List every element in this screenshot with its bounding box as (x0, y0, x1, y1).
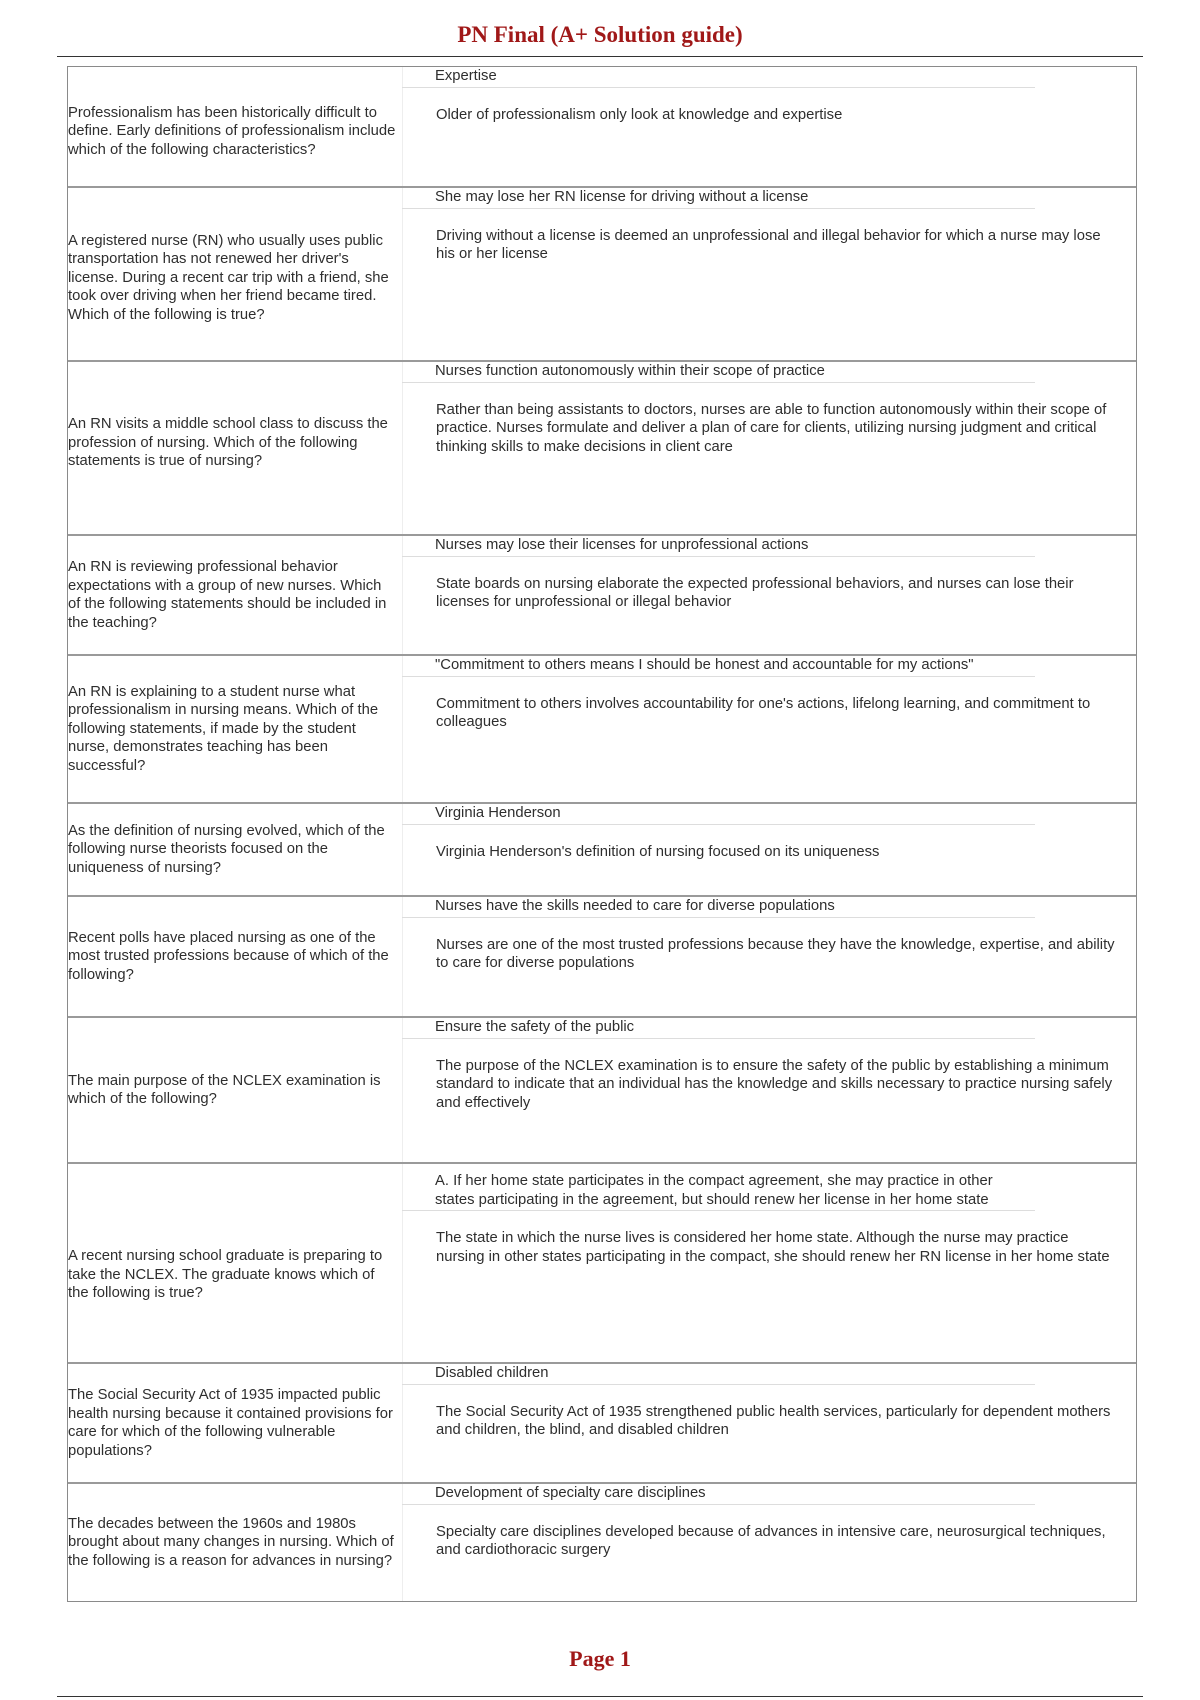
page-number: Page 1 (569, 1646, 631, 1671)
explanation-text: Older of professionalism only look at knowledge and expertise (436, 106, 843, 123)
answer-cell (403, 1164, 1136, 1362)
answer-cell (403, 804, 1136, 895)
answer-text: Nurses may lose their licenses for unprofessional actions (402, 536, 1035, 557)
table-row (68, 1482, 1136, 1601)
explanation-text: Commitment to others involves accountability for one's actions, lifelong learning, and commitment to colleagues (436, 695, 1091, 730)
table-row (68, 802, 1136, 895)
question-cell (68, 67, 403, 186)
answer-cell (403, 188, 1136, 360)
answer-text: Virginia Henderson (402, 804, 1035, 825)
explanation-text: Nurses are one of the most trusted professions because they have the knowledge, expertise, and ability to care for diverse populations (436, 936, 1115, 971)
answer-text: Nurses have the skills needed to care for diverse populations (402, 897, 1035, 918)
question-cell (68, 656, 403, 802)
question-text: The decades between the 1960s and 1980s brought about many changes in nursing. Which of the following is a reason for advances in nursing? (68, 1515, 394, 1569)
table-row (68, 67, 1136, 186)
question-text: A recent nursing school graduate is preparing to take the NCLEX. The graduate knows which of the following is true? (68, 1248, 383, 1302)
question-cell (68, 362, 403, 534)
table-row (68, 1162, 1136, 1362)
qa-table (67, 66, 1137, 1602)
answer-cell (403, 1018, 1136, 1162)
question-cell (68, 188, 403, 360)
question-cell (68, 1018, 403, 1162)
question-text: Professionalism has been historically difficult to define. Early definitions of professionalism include which of the following characteristics? (68, 104, 396, 158)
footer-divider (57, 1696, 1143, 1697)
answer-text: Ensure the safety of the public (402, 1018, 1035, 1039)
answer-cell (403, 67, 1136, 186)
table-row (68, 186, 1136, 360)
table-row (68, 1016, 1136, 1162)
table-row (68, 360, 1136, 534)
header-divider (57, 56, 1143, 57)
question-text: An RN is explaining to a student nurse what professionalism in nursing means. Which of the following statements, if made by the student nurse, demonstrates teaching has been successful? (68, 683, 379, 774)
explanation-text: Driving without a license is deemed an unprofessional and illegal behavior for which a nurse may lose his or her license (436, 227, 1101, 262)
answer-text: Disabled children (402, 1364, 1035, 1385)
answer-cell (403, 897, 1136, 1016)
question-text: As the definition of nursing evolved, which of the following nurse theorists focused on the uniqueness of nursing? (68, 822, 385, 876)
explanation-text: The purpose of the NCLEX examination is to ensure the safety of the public by establishing a minimum standard to indicate that an individual has the knowledge and skills necessary to practice nursing safely and effectively (436, 1057, 1113, 1111)
answer-text: She may lose her RN license for driving without a license (402, 188, 1035, 209)
question-cell (68, 1484, 403, 1601)
question-text: The Social Security Act of 1935 impacted public health nursing because it contained provisions for care for which of the following vulnerable populations? (68, 1387, 393, 1459)
explanation-text: Virginia Henderson's definition of nursing focused on its uniqueness (436, 843, 880, 860)
explanation-text: State boards on nursing elaborate the expected professional behaviors, and nurses can lose their licenses for unprofessional or illegal behavior (436, 575, 1074, 610)
answer-cell (403, 362, 1136, 534)
table-row (68, 534, 1136, 654)
answer-cell (403, 1364, 1136, 1482)
answer-text: Nurses function autonomously within their scope of practice (402, 362, 1035, 383)
answer-text: "Commitment to others means I should be honest and accountable for my actions" (402, 656, 1035, 677)
question-text: Recent polls have placed nursing as one of the most trusted professions because of which of the following? (68, 929, 389, 983)
question-text: An RN is reviewing professional behavior expectations with a group of new nurses. Which of the following statements should be included in the teaching? (68, 559, 387, 631)
explanation-text: The state in which the nurse lives is considered her home state. Although the nurse may practice nursing in other states participating in the compact, she should renew her RN license in her home state (436, 1230, 1110, 1265)
page-title: PN Final (A+ Solution guide) (457, 22, 743, 47)
answer-text: Development of specialty care disciplines (402, 1484, 1035, 1505)
table-row (68, 1362, 1136, 1482)
answer-cell (403, 536, 1136, 654)
answer-cell (403, 656, 1136, 802)
explanation-text: Rather than being assistants to doctors, nurses are able to function autonomously within their scope of practice. Nurses formulate and deliver a plan of care for clients, utilizing nursing judgment and critical thinking skills to make decisions in client care (436, 401, 1107, 455)
question-cell (68, 1164, 403, 1362)
question-cell (68, 536, 403, 654)
answer-cell (403, 1484, 1136, 1601)
explanation-text: The Social Security Act of 1935 strengthened public health services, particularly for dependent mothers and children, the blind, and disabled children (436, 1403, 1111, 1438)
question-text: The main purpose of the NCLEX examination is which of the following? (68, 1072, 381, 1107)
question-text: An RN visits a middle school class to discuss the profession of nursing. Which of the following statements is true of nursing? (68, 416, 388, 470)
question-text: A registered nurse (RN) who usually uses public transportation has not renewed her driver's license. During a recent car trip with a friend, she took over driving when her friend became tired. Which of the following is true? (68, 232, 389, 323)
table-row (68, 654, 1136, 802)
answer-text: A. If her home state participates in the compact agreement, she may practice in other states participating in the agreement, but should renew her license in her home state (402, 1172, 1035, 1211)
question-cell (68, 897, 403, 1016)
answer-text: Expertise (402, 67, 1035, 88)
question-cell (68, 804, 403, 895)
table-row (68, 895, 1136, 1016)
question-cell (68, 1364, 403, 1482)
explanation-text: Specialty care disciplines developed because of advances in intensive care, neurosurgical techniques, and cardiothoracic surgery (436, 1523, 1106, 1558)
